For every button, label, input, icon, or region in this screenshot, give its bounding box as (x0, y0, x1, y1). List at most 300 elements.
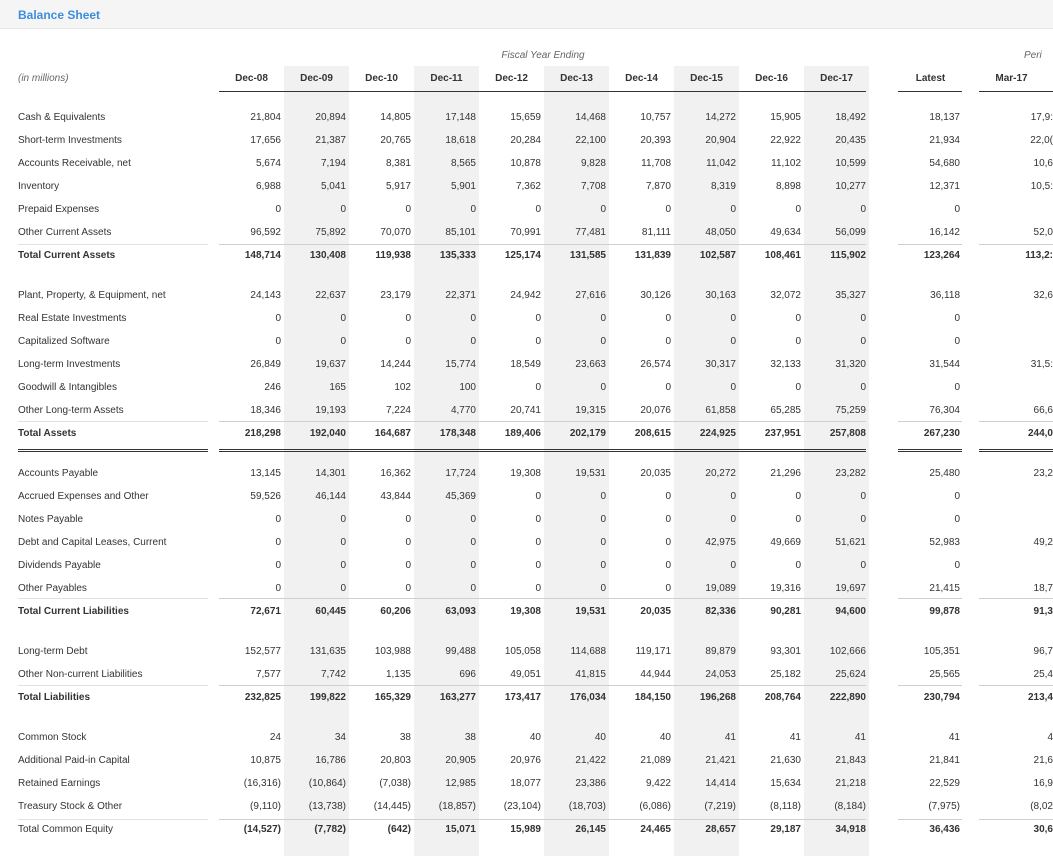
cell-value: 14,468 (575, 112, 606, 123)
cell-value: 4,770 (450, 405, 476, 416)
cell-value: 0 (470, 583, 476, 594)
cell-value: 18,077 (510, 778, 541, 789)
cell-value: 0 (954, 491, 960, 502)
header-rule (979, 91, 1053, 92)
column-header: Latest (915, 73, 946, 84)
cell-value: 184,150 (634, 692, 671, 703)
cell-value: 14,805 (380, 112, 411, 123)
cell-value: 23,663 (575, 359, 606, 370)
cell-value: 17,9: (1030, 112, 1053, 123)
cell-value: 21,804 (250, 112, 281, 123)
cell-value: 20,076 (640, 405, 671, 416)
row-label: Total Current Liabilities (18, 606, 129, 617)
header-rule (219, 91, 866, 92)
cell-value: 0 (275, 537, 281, 548)
cell-value: 20,035 (640, 606, 671, 617)
cell-value: 38 (399, 732, 411, 743)
cell-value: 4 (1047, 732, 1053, 743)
cell-value: 0 (470, 560, 476, 571)
cell-value: 0 (860, 491, 866, 502)
row-label: Common Stock (18, 732, 87, 743)
cell-value: 60,206 (380, 606, 411, 617)
cell-value: 61,858 (705, 405, 736, 416)
cell-value: 0 (665, 313, 671, 324)
cell-value: 60,445 (315, 606, 346, 617)
cell-value: (8,184) (834, 801, 866, 812)
cell-value: 135,333 (439, 250, 476, 261)
cell-value: 75,259 (835, 405, 866, 416)
cell-value: 66,6 (1033, 405, 1053, 416)
row-divider (979, 244, 1053, 245)
cell-value: 0 (405, 336, 411, 347)
cell-value: 0 (535, 204, 541, 215)
row-divider (979, 449, 1053, 452)
cell-value: 16,786 (315, 755, 346, 766)
cell-value: 15,989 (510, 824, 541, 835)
row-label: Other Non-current Liabilities (18, 669, 143, 680)
cell-value: 0 (275, 560, 281, 571)
cell-value: 0 (470, 313, 476, 324)
page-title: Balance Sheet (18, 8, 101, 22)
cell-value: 0 (275, 336, 281, 347)
cell-value: 18,549 (510, 359, 541, 370)
cell-value: 45,369 (445, 491, 476, 502)
row-divider (898, 449, 962, 452)
row-label: Other Current Assets (18, 227, 112, 238)
cell-value: 0 (795, 382, 801, 393)
cell-value: 232,825 (244, 692, 281, 703)
cell-value: (7,038) (379, 778, 411, 789)
cell-value: 0 (340, 583, 346, 594)
cell-value: 202,179 (569, 428, 606, 439)
row-label: Cash & Equivalents (18, 112, 106, 123)
cell-value: 0 (795, 204, 801, 215)
cell-value: 5,041 (320, 181, 346, 192)
cell-value: 30,163 (705, 290, 736, 301)
row-label: Accounts Payable (18, 468, 99, 479)
row-divider (219, 598, 866, 599)
cell-value: 0 (860, 313, 866, 324)
cell-value: 20,905 (445, 755, 476, 766)
cell-value: 34 (334, 732, 346, 743)
cell-value: 0 (954, 313, 960, 324)
cell-value: 0 (600, 583, 606, 594)
cell-value: 0 (535, 583, 541, 594)
cell-value: 19,697 (835, 583, 866, 594)
cell-value: 20,284 (510, 135, 541, 146)
cell-value: (18,857) (438, 801, 476, 812)
period-label: Peri (1024, 50, 1042, 61)
row-label: Inventory (18, 181, 60, 192)
cell-value: 99,488 (445, 646, 476, 657)
cell-value: 85,101 (445, 227, 476, 238)
cell-value: 41 (948, 732, 960, 743)
cell-value: 7,577 (255, 669, 281, 680)
cell-value: 21,387 (315, 135, 346, 146)
cell-value: 224,925 (699, 428, 736, 439)
cell-value: 113,2: (1025, 250, 1053, 261)
cell-value: 0 (405, 514, 411, 525)
cell-value: 9,422 (645, 778, 671, 789)
label-divider (18, 819, 208, 820)
cell-value: 18,7 (1033, 583, 1053, 594)
cell-value: 70,991 (510, 227, 541, 238)
cell-value: 19,089 (705, 583, 736, 594)
cell-value: 17,724 (445, 468, 476, 479)
cell-value: 108,461 (764, 250, 801, 261)
row-label: Goodwill & Intangibles (18, 382, 117, 393)
cell-value: 24,465 (640, 824, 671, 835)
cell-value: 246 (264, 382, 281, 393)
cell-value: 119,171 (635, 646, 671, 657)
cell-value: 0 (954, 514, 960, 525)
units-label: (in millions) (18, 73, 69, 84)
row-label: Additional Paid-in Capital (18, 755, 130, 766)
cell-value: 0 (275, 583, 281, 594)
label-divider (18, 598, 208, 599)
column-header: Dec-17 (820, 73, 853, 84)
cell-value: 176,034 (569, 692, 606, 703)
cell-value: 22,100 (575, 135, 606, 146)
cell-value: 34,918 (835, 824, 866, 835)
cell-value: 30,317 (705, 359, 736, 370)
cell-value: 0 (600, 537, 606, 548)
row-label: Other Long-term Assets (18, 405, 124, 416)
cell-value: 244,0 (1027, 428, 1053, 439)
cell-value: 0 (405, 560, 411, 571)
cell-value: 14,414 (705, 778, 736, 789)
cell-value: 165,329 (374, 692, 411, 703)
cell-value: 115,902 (830, 250, 866, 261)
cell-value: 105,351 (923, 646, 960, 657)
cell-value: 152,577 (244, 646, 281, 657)
cell-value: 63,093 (445, 606, 476, 617)
cell-value: 19,531 (575, 468, 606, 479)
cell-value: 16,142 (929, 227, 960, 238)
cell-value: 20,272 (705, 468, 736, 479)
cell-value: 230,794 (923, 692, 960, 703)
cell-value: (14,527) (243, 824, 281, 835)
cell-value: 103,988 (374, 646, 411, 657)
cell-value: 0 (470, 514, 476, 525)
row-divider (898, 244, 962, 245)
cell-value: 25,182 (770, 669, 801, 680)
cell-value: 91,3 (1033, 606, 1053, 617)
cell-value: 70,070 (380, 227, 411, 238)
cell-value: 25,4 (1033, 669, 1053, 680)
cell-value: 102,587 (699, 250, 736, 261)
row-label: Treasury Stock & Other (18, 801, 123, 812)
cell-value: 21,841 (929, 755, 960, 766)
cell-value: 19,315 (575, 405, 606, 416)
cell-value: 189,406 (504, 428, 541, 439)
column-header: Dec-09 (300, 73, 333, 84)
cell-value: 18,618 (445, 135, 476, 146)
cell-value: (9,110) (250, 801, 281, 812)
cell-value: 19,531 (575, 606, 606, 617)
cell-value: 0 (405, 313, 411, 324)
column-header: Mar-17 (995, 73, 1028, 84)
cell-value: 75,892 (315, 227, 346, 238)
cell-value: 0 (535, 537, 541, 548)
cell-value: 173,417 (504, 692, 541, 703)
cell-value: 5,901 (450, 181, 476, 192)
cell-value: 32,072 (770, 290, 801, 301)
row-label: Total Common Equity (18, 824, 114, 835)
cell-value: (642) (387, 824, 411, 835)
cell-value: 11,708 (641, 158, 671, 169)
row-divider (979, 598, 1053, 599)
cell-value: 54,680 (929, 158, 960, 169)
row-label: Debt and Capital Leases, Current (18, 537, 167, 548)
cell-value: 10,878 (510, 158, 541, 169)
cell-value: 8,898 (775, 181, 801, 192)
row-label: Long-term Investments (18, 359, 121, 370)
cell-value: 125,174 (504, 250, 541, 261)
cell-value: (16,316) (243, 778, 281, 789)
cell-value: 165 (329, 382, 346, 393)
cell-value: 51,621 (835, 537, 866, 548)
cell-value: 35,327 (835, 290, 866, 301)
cell-value: 28,657 (705, 824, 736, 835)
cell-value: 65,285 (770, 405, 801, 416)
cell-value: 32,6 (1033, 290, 1053, 301)
cell-value: 21,089 (640, 755, 671, 766)
row-label: Dividends Payable (18, 560, 101, 571)
cell-value: 7,194 (320, 158, 346, 169)
cell-value: 30,126 (640, 290, 671, 301)
cell-value: 0 (860, 514, 866, 525)
row-divider (898, 685, 962, 686)
cell-value: 89,879 (705, 646, 736, 657)
row-divider (219, 244, 866, 245)
cell-value: 237,951 (764, 428, 801, 439)
row-label: Short-term Investments (18, 135, 122, 146)
cell-value: 0 (665, 336, 671, 347)
cell-value: 0 (600, 491, 606, 502)
cell-value: 0 (860, 560, 866, 571)
row-divider (219, 685, 866, 686)
cell-value: 99,878 (929, 606, 960, 617)
row-divider (219, 449, 866, 452)
cell-value: 20,765 (380, 135, 411, 146)
cell-value: 0 (405, 583, 411, 594)
cell-value: 0 (470, 537, 476, 548)
cell-value: 18,137 (929, 112, 960, 123)
cell-value: 0 (954, 382, 960, 393)
cell-value: 222,890 (829, 692, 866, 703)
cell-value: 59,526 (250, 491, 281, 502)
cell-value: (7,219) (704, 801, 736, 812)
cell-value: 0 (275, 313, 281, 324)
cell-value: 15,634 (770, 778, 801, 789)
cell-value: 0 (340, 537, 346, 548)
cell-value: 0 (600, 313, 606, 324)
cell-value: 0 (275, 514, 281, 525)
cell-value: 9,828 (580, 158, 606, 169)
cell-value: 0 (340, 514, 346, 525)
cell-value: 21,934 (929, 135, 960, 146)
cell-value: 0 (665, 204, 671, 215)
cell-value: 23,386 (575, 778, 606, 789)
row-divider (979, 685, 1053, 686)
cell-value: 49,051 (510, 669, 541, 680)
cell-value: 41 (789, 732, 801, 743)
cell-value: 0 (954, 204, 960, 215)
cell-value: 20,904 (705, 135, 736, 146)
cell-value: 11,042 (706, 158, 736, 169)
cell-value: 0 (665, 514, 671, 525)
cell-value: 7,870 (645, 181, 671, 192)
cell-value: 14,301 (315, 468, 346, 479)
cell-value: 36,436 (929, 824, 960, 835)
cell-value: 76,304 (929, 405, 960, 416)
cell-value: 19,637 (315, 359, 346, 370)
cell-value: 0 (600, 560, 606, 571)
cell-value: 0 (470, 204, 476, 215)
cell-value: 7,362 (515, 181, 541, 192)
label-divider (18, 685, 208, 686)
cell-value: 267,230 (923, 428, 960, 439)
row-label: Long-term Debt (18, 646, 88, 657)
cell-value: (7,782) (314, 824, 346, 835)
column-header: Dec-15 (690, 73, 723, 84)
cell-value: 21,843 (835, 755, 866, 766)
cell-value: 0 (730, 560, 736, 571)
cell-value: 96,592 (250, 227, 281, 238)
cell-value: 48,050 (705, 227, 736, 238)
cell-value: 119,938 (375, 250, 411, 261)
cell-value: 24 (269, 732, 281, 743)
cell-value: 15,071 (445, 824, 476, 835)
cell-value: 8,381 (385, 158, 411, 169)
cell-value: 94,600 (835, 606, 866, 617)
column-header: Dec-16 (755, 73, 788, 84)
cell-value: 20,803 (380, 755, 411, 766)
cell-value: 49,2 (1033, 537, 1053, 548)
cell-value: 7,224 (385, 405, 411, 416)
cell-value: 7,708 (580, 181, 606, 192)
cell-value: 163,277 (439, 692, 476, 703)
cell-value: 0 (954, 560, 960, 571)
cell-value: 20,435 (835, 135, 866, 146)
cell-value: 696 (459, 669, 476, 680)
cell-value: 14,244 (380, 359, 411, 370)
cell-value: 5,674 (255, 158, 281, 169)
cell-value: 31,544 (929, 359, 960, 370)
cell-value: 41 (854, 732, 866, 743)
cell-value: 16,9 (1033, 778, 1053, 789)
cell-value: 0 (340, 204, 346, 215)
cell-value: 0 (665, 537, 671, 548)
cell-value: 96,7 (1033, 646, 1053, 657)
cell-value: 0 (535, 313, 541, 324)
cell-value: 0 (665, 560, 671, 571)
cell-value: 114,688 (570, 646, 606, 657)
cell-value: 19,308 (510, 468, 541, 479)
column-header: Dec-08 (235, 73, 268, 84)
cell-value: 93,301 (770, 646, 801, 657)
cell-value: 100 (459, 382, 476, 393)
cell-value: 0 (600, 514, 606, 525)
cell-value: 0 (665, 583, 671, 594)
cell-value: 0 (730, 514, 736, 525)
cell-value: 15,659 (510, 112, 541, 123)
row-divider (898, 819, 962, 820)
cell-value: 52,0 (1033, 227, 1053, 238)
cell-value: 208,615 (634, 428, 671, 439)
cell-value: 40 (594, 732, 606, 743)
fiscal-year-label: Fiscal Year Ending (501, 50, 585, 61)
cell-value: 16,362 (380, 468, 411, 479)
cell-value: 22,0( (1030, 135, 1053, 146)
row-label: Plant, Property, & Equipment, net (18, 290, 166, 301)
row-label: Accounts Receivable, net (18, 158, 131, 169)
cell-value: 22,922 (770, 135, 801, 146)
cell-value: 10,277 (835, 181, 866, 192)
cell-value: (10,864) (308, 778, 346, 789)
cell-value: 0 (730, 204, 736, 215)
title-bar (0, 0, 1053, 29)
cell-value: (8,02 (1030, 801, 1053, 812)
cell-value: 24,143 (250, 290, 281, 301)
cell-value: 131,839 (634, 250, 671, 261)
cell-value: (7,975) (928, 801, 960, 812)
cell-value: 10,757 (640, 112, 671, 123)
cell-value: 10,6 (1033, 158, 1053, 169)
cell-value: 208,764 (764, 692, 801, 703)
cell-value: 0 (600, 336, 606, 347)
cell-value: (23,104) (503, 801, 541, 812)
cell-value: 257,808 (829, 428, 866, 439)
cell-value: (14,445) (373, 801, 411, 812)
cell-value: 196,268 (699, 692, 736, 703)
column-header: Dec-14 (625, 73, 658, 84)
cell-value: 27,616 (575, 290, 606, 301)
cell-value: 32,133 (770, 359, 801, 370)
cell-value: 30,6 (1033, 824, 1053, 835)
cell-value: 24,053 (705, 669, 736, 680)
row-label: Other Payables (18, 583, 87, 594)
cell-value: 23,2 (1033, 468, 1053, 479)
cell-value: 49,634 (770, 227, 801, 238)
cell-value: 123,264 (923, 250, 960, 261)
cell-value: 25,565 (929, 669, 960, 680)
cell-value: 0 (665, 491, 671, 502)
column-header: Dec-10 (365, 73, 398, 84)
cell-value: (18,703) (568, 801, 606, 812)
cell-value: 164,687 (374, 428, 411, 439)
cell-value: 23,282 (835, 468, 866, 479)
cell-value: 0 (535, 514, 541, 525)
row-label: Accrued Expenses and Other (18, 491, 149, 502)
cell-value: 40 (529, 732, 541, 743)
cell-value: 0 (795, 560, 801, 571)
cell-value: 102,666 (829, 646, 866, 657)
cell-value: 0 (275, 204, 281, 215)
header-rule (898, 91, 962, 92)
cell-value: 0 (860, 336, 866, 347)
cell-value: 10,875 (250, 755, 281, 766)
cell-value: 213,4 (1027, 692, 1053, 703)
cell-value: 19,308 (510, 606, 541, 617)
cell-value: 22,637 (315, 290, 346, 301)
cell-value: 19,193 (315, 405, 346, 416)
column-header: Dec-13 (560, 73, 593, 84)
cell-value: 22,371 (445, 290, 476, 301)
cell-value: 17,148 (445, 112, 476, 123)
label-divider (18, 244, 208, 245)
